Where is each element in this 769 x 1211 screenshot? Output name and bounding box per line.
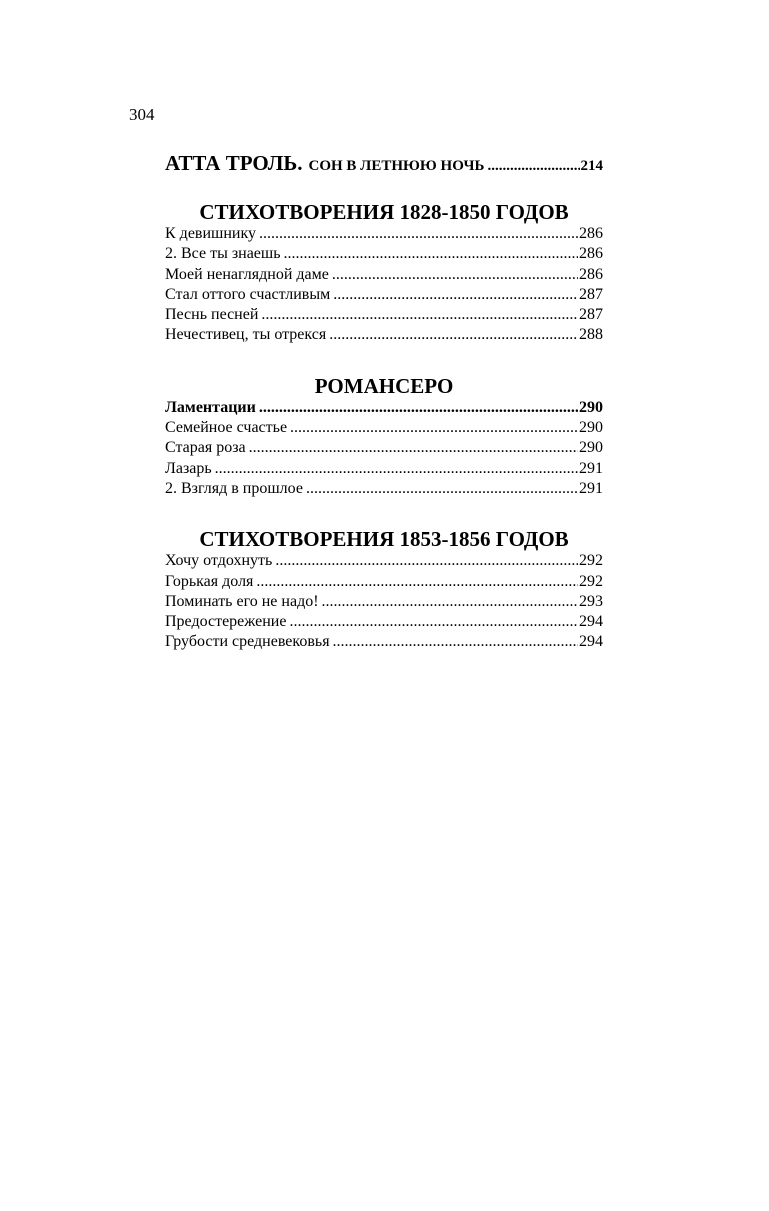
section-title: СТИХОТВОРЕНИЯ 1853-1856 ГОДОВ: [199, 527, 569, 552]
toc-entry: [165, 479, 603, 499]
section-poems-1853-1856: [165, 528, 603, 652]
dot-leader: [275, 551, 578, 571]
entry-page-number: 294: [579, 613, 603, 631]
entry-title: Стал оттого счастливым: [165, 285, 331, 303]
dot-leader: [332, 265, 578, 285]
toc-entry: [165, 285, 603, 305]
toc-entry: [165, 265, 603, 285]
entry-page-number: 287: [579, 285, 603, 303]
toc-entry: [165, 551, 603, 571]
lead-title-main: АТТА ТРОЛЬ.: [165, 151, 303, 175]
toc-entry: [165, 572, 603, 592]
entry-page-number: 288: [579, 326, 603, 344]
entry-title: Нечестивец, ты отрекся: [165, 326, 327, 344]
dot-leader: [329, 325, 578, 345]
entry-title: Хочу отдохнуть: [165, 552, 273, 570]
dot-leader: [333, 632, 578, 652]
section-title: СТИХОТВОРЕНИЯ 1828-1850 ГОДОВ: [199, 200, 569, 224]
entry-page-number: 290: [579, 419, 603, 437]
entry-page-number: 290: [579, 439, 603, 457]
entry-page-number: 292: [579, 572, 603, 590]
page-number: 304: [129, 105, 155, 124]
entry-page-number: 292: [579, 552, 603, 570]
entry-title: Ламентации: [165, 398, 256, 416]
entry-page-number: 286: [579, 225, 603, 242]
entry-title: Поминать его не надо!: [165, 592, 319, 610]
toc-entry: [165, 244, 603, 264]
toc-lead-entry: [165, 152, 603, 174]
entry-page-number: 290: [579, 398, 603, 416]
lead-page-number: 214: [580, 158, 603, 174]
table-of-contents: [165, 152, 603, 653]
entry-title: 2. Все ты знаешь: [165, 245, 281, 263]
dot-leader: [306, 479, 578, 499]
dot-leader: [487, 155, 579, 177]
entry-title: Горькая доля: [165, 572, 254, 590]
toc-entry: [165, 325, 603, 345]
entry-page-number: 286: [579, 245, 603, 263]
dot-leader: [259, 224, 578, 244]
entry-title: Грубости средневековья: [165, 633, 330, 651]
dot-leader: [256, 572, 578, 592]
entry-title: 2. Взгляд в прошлое: [165, 479, 303, 497]
dot-leader: [322, 592, 578, 612]
section-poems-1828-1850: [165, 201, 603, 346]
toc-entry: [165, 418, 603, 438]
toc-entry: [165, 438, 603, 458]
entry-title: Моей ненаглядной даме: [165, 265, 329, 283]
entry-page-number: 287: [579, 306, 603, 324]
dot-leader: [261, 305, 578, 325]
dot-leader: [249, 438, 578, 458]
entry-page-number: 291: [579, 459, 603, 477]
dot-leader: [259, 398, 578, 418]
dot-leader: [289, 612, 578, 632]
toc-entry: [165, 224, 603, 244]
entry-title: Предостережение: [165, 613, 287, 631]
entry-title: Песнь песней: [165, 306, 259, 324]
toc-entry: [165, 305, 603, 325]
entry-title: Лазарь: [165, 459, 212, 477]
entry-page-number: 294: [579, 633, 603, 651]
dot-leader: [284, 244, 578, 264]
dot-leader: [215, 459, 578, 479]
entry-page-number: 293: [579, 592, 603, 610]
entry-title: К девишнику: [165, 225, 257, 242]
entry-title: Старая роза: [165, 439, 246, 457]
toc-entry: [165, 612, 603, 632]
entry-page-number: 286: [579, 265, 603, 283]
dot-leader: [290, 418, 578, 438]
section-title: РОМАНСЕРО: [314, 373, 454, 398]
section-romancero: [165, 375, 603, 499]
entry-title: Семейное счастье: [165, 419, 288, 437]
toc-entry: [165, 398, 603, 418]
lead-title-sub: СОН В ЛЕТНЮЮ НОЧЬ: [308, 158, 485, 174]
entry-page-number: 291: [579, 479, 603, 497]
dot-leader: [333, 285, 578, 305]
toc-entry: [165, 632, 603, 652]
toc-entry: [165, 592, 603, 612]
toc-entry: [165, 459, 603, 479]
